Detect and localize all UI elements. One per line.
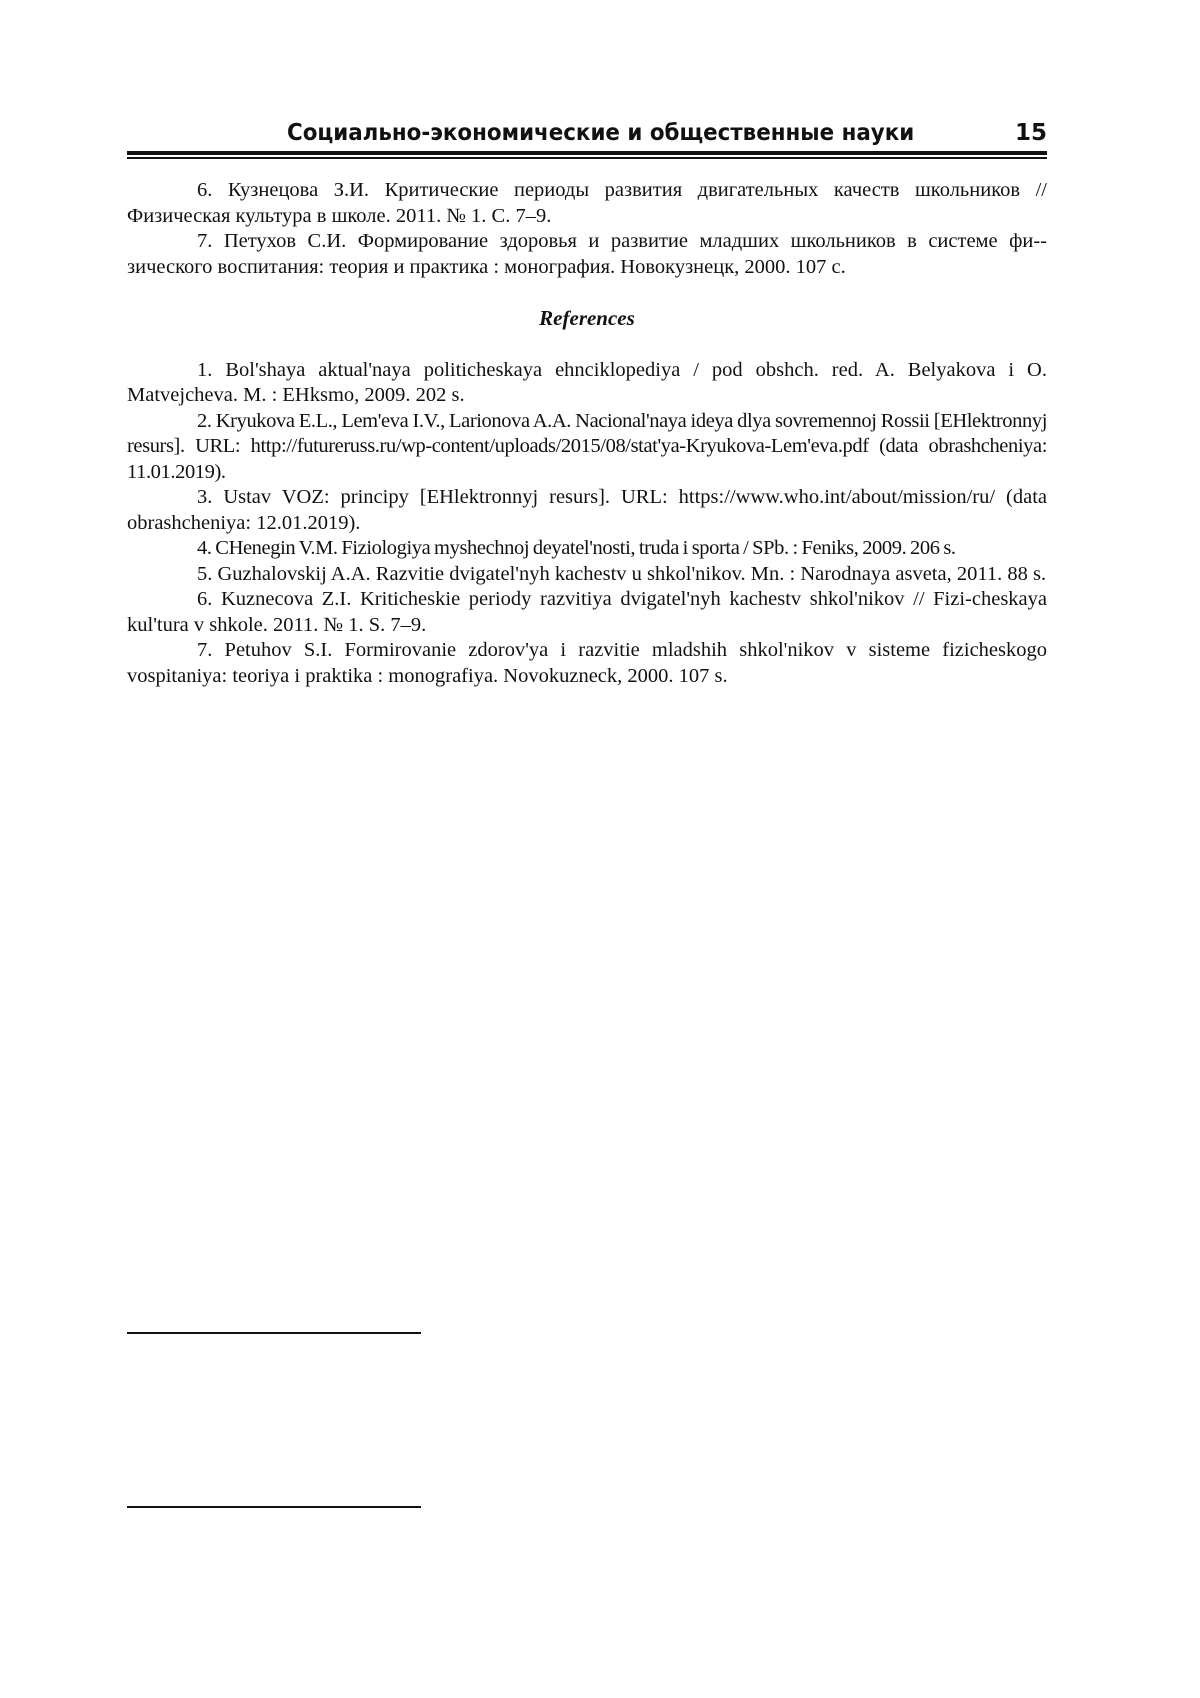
- reference-en-3: 3. Ustav VOZ: principy [EHlektronnyj resurs]. URL: https://www.who.int/about/mission/ru/ (data obrashcheniya: 12.01.2019).: [127, 486, 1047, 534]
- header-rule-thick: [127, 151, 1047, 155]
- header-rule-thin: [127, 157, 1047, 159]
- reference-en-5: 5. Guzhalovskij A.A. Razvitie dvigatel'nyh kachestv u shkol'nikov. Mn. : Narodnaya asveta, 2011. 88 s.: [197, 562, 1047, 585]
- footnote-rule-upper: [127, 1332, 421, 1334]
- reference-ru-6: 6. Кузнецова З.И. Критические периоды развития двигательных качеств школьников // Физическая культура в школе. 2011. № 1. С. 7–9.: [127, 179, 1047, 227]
- reference-en-2: 2. Kryukova E.L., Lem'eva I.V., Larionova A.A. Nacional'naya ideya dlya sovremennoj Rossii [EHlektronnyj resurs]. URL: http://futureruss.ru/wp-content/uploads/2015/08/stat'ya-Kryukova-Lem'eva.pdf (data obrashcheniya: 11.01.2019).: [127, 409, 1047, 483]
- reference-ru-7: 7. Петухов С.И. Формирование здоровья и развитие младших школьников в системе фи-зического воспитания: теория и практика : монография. Новокузнецк, 2000. 107 с.: [127, 230, 1047, 278]
- reference-en-4: 4. CHenegin V.M. Fiziologiya myshechnoj deyatel'nosti, truda i sporta / SPb. : Feniks, 2009. 206 s.: [197, 537, 956, 559]
- body-text: [127, 178, 1047, 689]
- reference-en-6: 6. Kuznecova Z.I. Kriticheskie periody razvitiya dvigatel'nyh kachestv shkol'nikov // Fizi-cheskaya kul'tura v shkole. 2011. № 1. S. 7–9.: [127, 588, 1047, 636]
- page-number: 15: [1014, 120, 1047, 146]
- footnote-rule-lower: [127, 1506, 421, 1508]
- references-heading: References: [539, 306, 635, 330]
- header-title: Социально-экономические и общественные науки: [287, 120, 915, 146]
- reference-en-7: 7. Petuhov S.I. Formirovanie zdorov'ya i razvitie mladshih shkol'nikov v sisteme fizicheskogo vospitaniya: teoriya i praktika : monografiya. Novokuzneck, 2000. 107 s.: [127, 639, 1047, 687]
- running-header: [127, 120, 1047, 150]
- reference-en-1: 1. Bol'shaya aktual'naya politicheskaya ehnciklopediya / pod obshch. red. A. Belyakova i O. Matvejcheva. M. : EHksmo, 2009. 202 s.: [127, 358, 1047, 406]
